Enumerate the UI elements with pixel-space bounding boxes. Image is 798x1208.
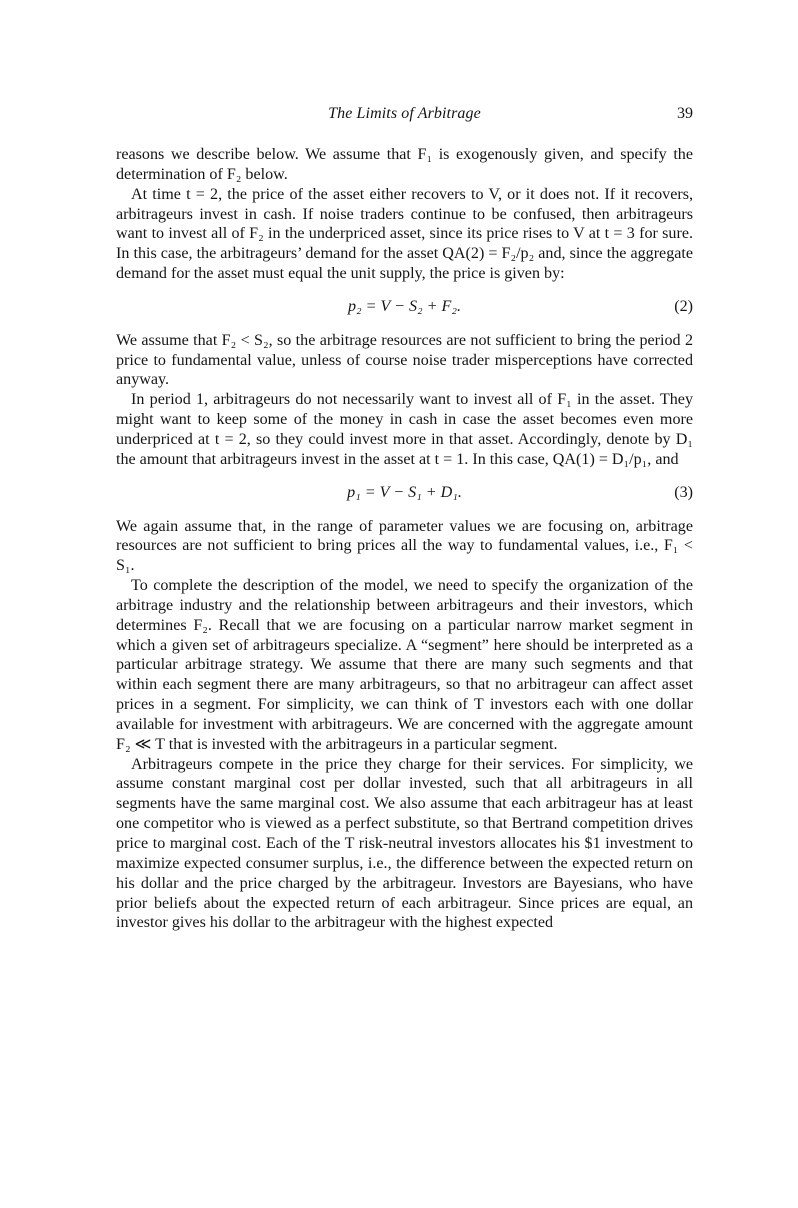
- paragraph: reasons we describe below. We assume that F₁ is exogenously given, and specify the determination of F₂ below.: [116, 146, 693, 183]
- page-number: 39: [677, 105, 693, 122]
- equation-number: (2): [674, 297, 693, 315]
- paragraph: In period 1, arbitrageurs do not necessarily want to invest all of F₁ in the asset. They might want to keep some of the money in cash in case the asset becomes even more underpriced at t = 2, so they could invest more in that asset. Accordingly, denote by D₁ the amount that arbitrageurs invest in the asset at t = 1. In this case, QA(1) = D₁/p₁, and: [116, 391, 693, 468]
- paragraph: We assume that F₂ < S₂, so the arbitrage resources are not sufficient to bring the period 2 price to fundamental value, unless of course noise trader misperceptions have corrected anyway.: [116, 331, 693, 389]
- equation-2: [116, 297, 693, 317]
- equation-3: [116, 483, 693, 503]
- running-title: The Limits of Arbitrage: [328, 105, 481, 122]
- paragraph: We again assume that, in the range of parameter values we are focusing on, arbitrage resources are not sufficient to bring prices all the way to fundamental values, i.e., F₁ < S₁.: [116, 517, 693, 575]
- equation-body: p₁ = V − S₁ + D₁.: [347, 483, 462, 501]
- equation-body: p₂ = V − S₂ + F₂.: [348, 297, 461, 315]
- page-header: [116, 105, 693, 127]
- paragraph: To complete the description of the model, we need to specify the organization of the arbitrage industry and the relationship between arbitrageurs and their investors, which determines F₂. Recall that we are focusing on a particular narrow market segment in which a given set of arbitrageurs specialize. A “segment” here should be interpreted as a particular arbitrage strategy. We assume that there are many such segments and that within each segment there are many arbitrageurs, so that no arbitrageur can affect asset prices in a segment. For simplicity, we can think of T investors each with one dollar available for investment with arbitrageurs. We are concerned with the aggregate amount F₂ ≪ T that is invested with the arbitrageurs in a particular segment.: [116, 577, 693, 753]
- paragraph: Arbitrageurs compete in the price they charge for their services. For simplicity, we assume constant marginal cost per dollar invested, such that all arbitrageurs in all segments have the same marginal cost. We also assume that each arbitrageur has at least one competitor who is viewed as a perfect substitute, so that Bertrand competition drives price to marginal cost. Each of the T risk-neutral investors allocates his $1 investment to maximize expected consumer surplus, i.e., the difference between the expected return on his dollar and the price charged by the arbitrageur. Investors are Bayesians, who have prior beliefs about the expected return of each arbitrageur. Since prices are equal, an investor gives his dollar to the arbitrageur with the highest expected: [116, 755, 693, 932]
- equation-number: (3): [674, 483, 693, 501]
- body-text: [116, 145, 693, 933]
- paragraph: At time t = 2, the price of the asset either recovers to V, or it does not. If it recovers, arbitrageurs invest in cash. If noise traders continue to be confused, then arbitrageurs want to invest all of F₂ in the underpriced asset, since its price rises to V at t = 3 for sure. In this case, the arbitrageurs’ demand for the asset QA(2) = F₂/p₂ and, since the aggregate demand for the asset must equal the unit supply, the price is given by:: [116, 185, 693, 283]
